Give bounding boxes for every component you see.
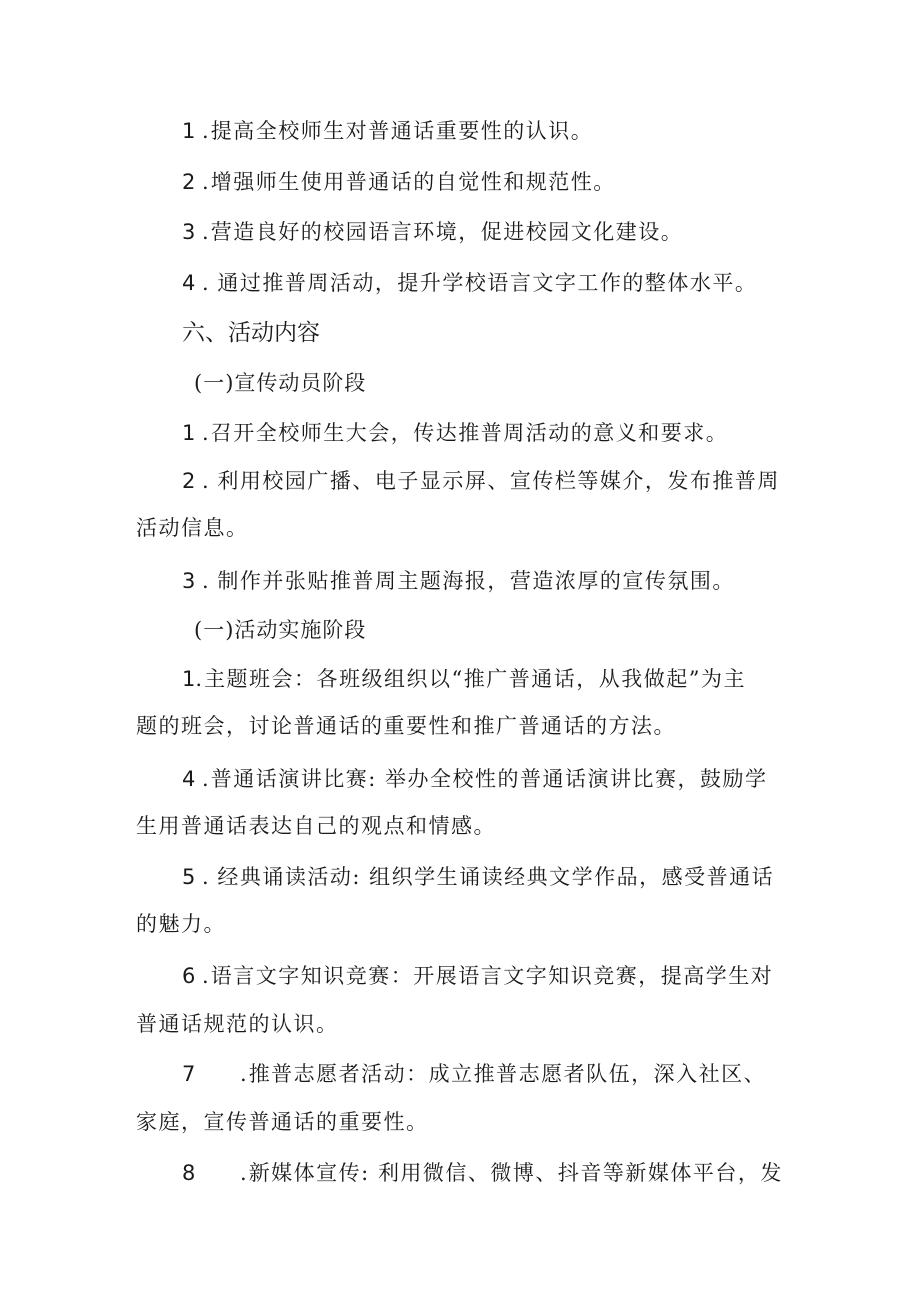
item-text: 新媒体宣传: 利用微信、微博、抖音等新媒体平台，发 xyxy=(248,1161,783,1185)
goal-text: 增强师生使用普通话的自觉性和规范性。 xyxy=(210,170,616,194)
item-text: 召开全校师生大会，传达推普周活动的意义和要求。 xyxy=(210,421,729,445)
item-text-continued: 活动信息。 xyxy=(136,516,249,540)
stage1-item-2 xyxy=(182,466,842,496)
goal-item-4 xyxy=(182,268,842,298)
goal-text: 通过推普周活动，提升学校语言文字工作的整体水平。 xyxy=(217,271,758,295)
item-number: 8 xyxy=(182,1161,196,1185)
stage2-item-8 xyxy=(182,1158,842,1188)
item-number: 4 xyxy=(182,767,196,791)
item-separator: . xyxy=(195,767,209,791)
goal-item-1 xyxy=(182,116,842,146)
goal-item-2 xyxy=(182,167,842,197)
item-number: 6 xyxy=(182,964,196,988)
item-number: 3 xyxy=(182,569,196,593)
stage2-item-1 xyxy=(182,664,842,694)
item-separator: . xyxy=(195,964,209,988)
item-text: 经典诵读活动: 组织学生诵读经典文学作品，感受普通话 xyxy=(217,865,775,889)
item-text: 语言文字知识竞赛：开展语言文字知识竞赛，提高学生对 xyxy=(210,964,774,988)
stage2-item-7 xyxy=(182,1059,842,1089)
item-separator: . xyxy=(195,865,216,889)
item-text: 主题班会：各班级组织以“推广普通话，从我做起”为主 xyxy=(204,667,747,691)
item-number: 7 xyxy=(182,1062,196,1086)
item-number: 5 xyxy=(182,865,196,889)
item-separator: . xyxy=(195,421,209,445)
item-separator: . xyxy=(195,469,216,493)
stage-title: (一)活动实施阶段 xyxy=(194,618,367,642)
stage-title: (一)宣传动员阶段 xyxy=(194,371,367,395)
goal-number: 3 xyxy=(182,220,196,244)
item-number: 1 xyxy=(182,421,196,445)
goal-separator: . xyxy=(195,119,209,143)
item-separator: . xyxy=(195,667,203,691)
goal-text: 提高全校师生对普通话重要性的认识。 xyxy=(210,119,594,143)
goal-number: 4 xyxy=(182,271,196,295)
goal-text: 营造良好的校园语言环境，促进校园文化建设。 xyxy=(210,220,684,244)
goal-number: 2 xyxy=(182,170,196,194)
item-text: 制作并张贴推普周主题海报，营造浓厚的宣传氛围。 xyxy=(217,569,735,593)
item-text: 普通话演讲比赛: 举办全校性的普通话演讲比赛，鼓励学 xyxy=(210,767,768,791)
item-text: 推普志愿者活动：成立推普志愿者队伍，深入社区、 xyxy=(248,1062,767,1086)
goal-separator: . xyxy=(195,271,216,295)
item-text-continued: 生用普通话表达自己的观点和情感。 xyxy=(136,814,496,838)
item-text-continued: 家庭，宣传普通话的重要性。 xyxy=(136,1110,429,1134)
stage1-item-1 xyxy=(182,418,842,448)
item-text-continued: 题的班会，讨论普通话的重要性和推广普通话的方法。 xyxy=(136,714,676,738)
item-separator: . xyxy=(240,1161,247,1185)
item-separator: . xyxy=(195,569,216,593)
stage1-item-3 xyxy=(182,566,842,596)
goal-separator: . xyxy=(195,170,209,194)
item-text-continued: 普通话规范的认识。 xyxy=(136,1012,339,1036)
item-text-continued: 的魅力。 xyxy=(136,912,226,936)
goal-item-3 xyxy=(182,217,842,247)
stage2-item-5 xyxy=(182,862,842,892)
item-number: 1 xyxy=(182,667,196,691)
goal-separator: . xyxy=(195,220,209,244)
item-text: 利用校园广播、电子显示屏、宣传栏等媒介，发布推普周 xyxy=(217,469,780,493)
stage2-item-4 xyxy=(182,764,842,794)
item-separator: . xyxy=(240,1062,247,1086)
goal-number: 1 xyxy=(182,119,196,143)
section-heading: 六、活动内容 xyxy=(182,320,320,346)
item-number: 2 xyxy=(182,469,196,493)
stage2-item-6 xyxy=(182,961,842,991)
